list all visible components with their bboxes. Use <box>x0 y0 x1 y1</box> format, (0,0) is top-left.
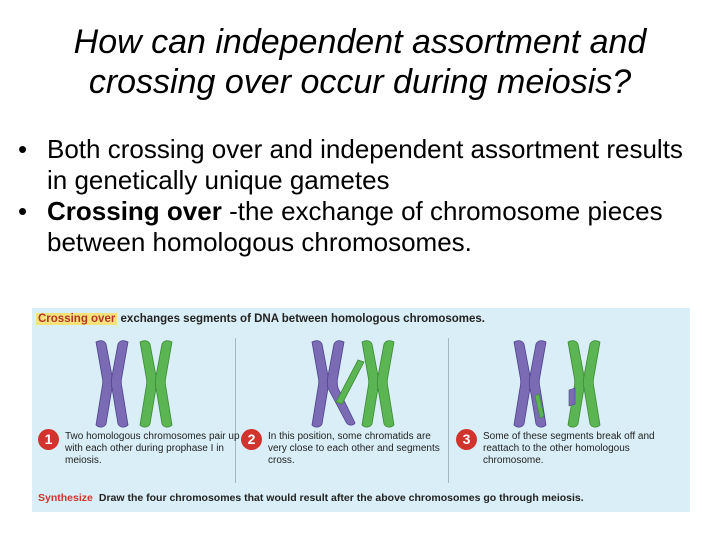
recombined-chromosomes-illustration <box>508 338 608 430</box>
bullet-list <box>18 134 708 258</box>
green-chromosome <box>362 341 394 427</box>
figure-header <box>36 313 485 325</box>
panel-divider <box>448 338 449 483</box>
step-number-badge: 2 <box>241 429 262 450</box>
crossing-over-figure <box>32 308 690 512</box>
synthesize-text: Draw the four chromosomes that would result after the above chromosomes go through meiosis. <box>98 492 584 504</box>
step-text: In this position, some chromatids are very close to each other and segments cross. <box>268 431 440 466</box>
synthesize-label: Synthesize <box>38 492 93 504</box>
green-chromosome <box>140 341 172 427</box>
paired-chromosomes-illustration <box>90 338 180 430</box>
bullet-text: Both crossing over and independent assortment results in genetically unique gametes <box>47 134 683 195</box>
figure-header-text: exchanges segments of DNA between homologous chromosomes. <box>117 313 485 325</box>
bullet-dot: • <box>18 134 28 164</box>
step-text: Two homologous chromosomes pair up with each other during prophase I in meiosis. <box>65 431 240 466</box>
step-2 <box>241 429 441 477</box>
step-number-badge: 3 <box>456 429 477 450</box>
bullet-bold: Crossing over <box>47 196 230 226</box>
figure-header-highlight: Crossing over <box>38 313 116 325</box>
step-text: Some of these segments break off and reattach to the other homologous chromosome. <box>483 431 655 466</box>
synthesize-prompt <box>38 492 584 504</box>
slide-title: How can independent assortment and crossing over occur during meiosis? <box>73 23 647 101</box>
purple-segment-on-green <box>569 388 575 406</box>
step-3 <box>456 429 656 477</box>
green-chromosome <box>568 341 600 427</box>
crossing-chromatids-illustration <box>306 338 402 430</box>
step-number-badge: 1 <box>38 429 59 450</box>
purple-chromosome <box>96 341 128 427</box>
crossing-segment <box>336 360 364 404</box>
bullet-text: -the exchange of chromosome pieces between homologous chromosomes. <box>47 196 663 257</box>
bullet-item <box>18 196 708 258</box>
bullet-item <box>18 134 708 196</box>
step-1 <box>38 429 238 477</box>
bullet-dot: • <box>18 196 28 226</box>
